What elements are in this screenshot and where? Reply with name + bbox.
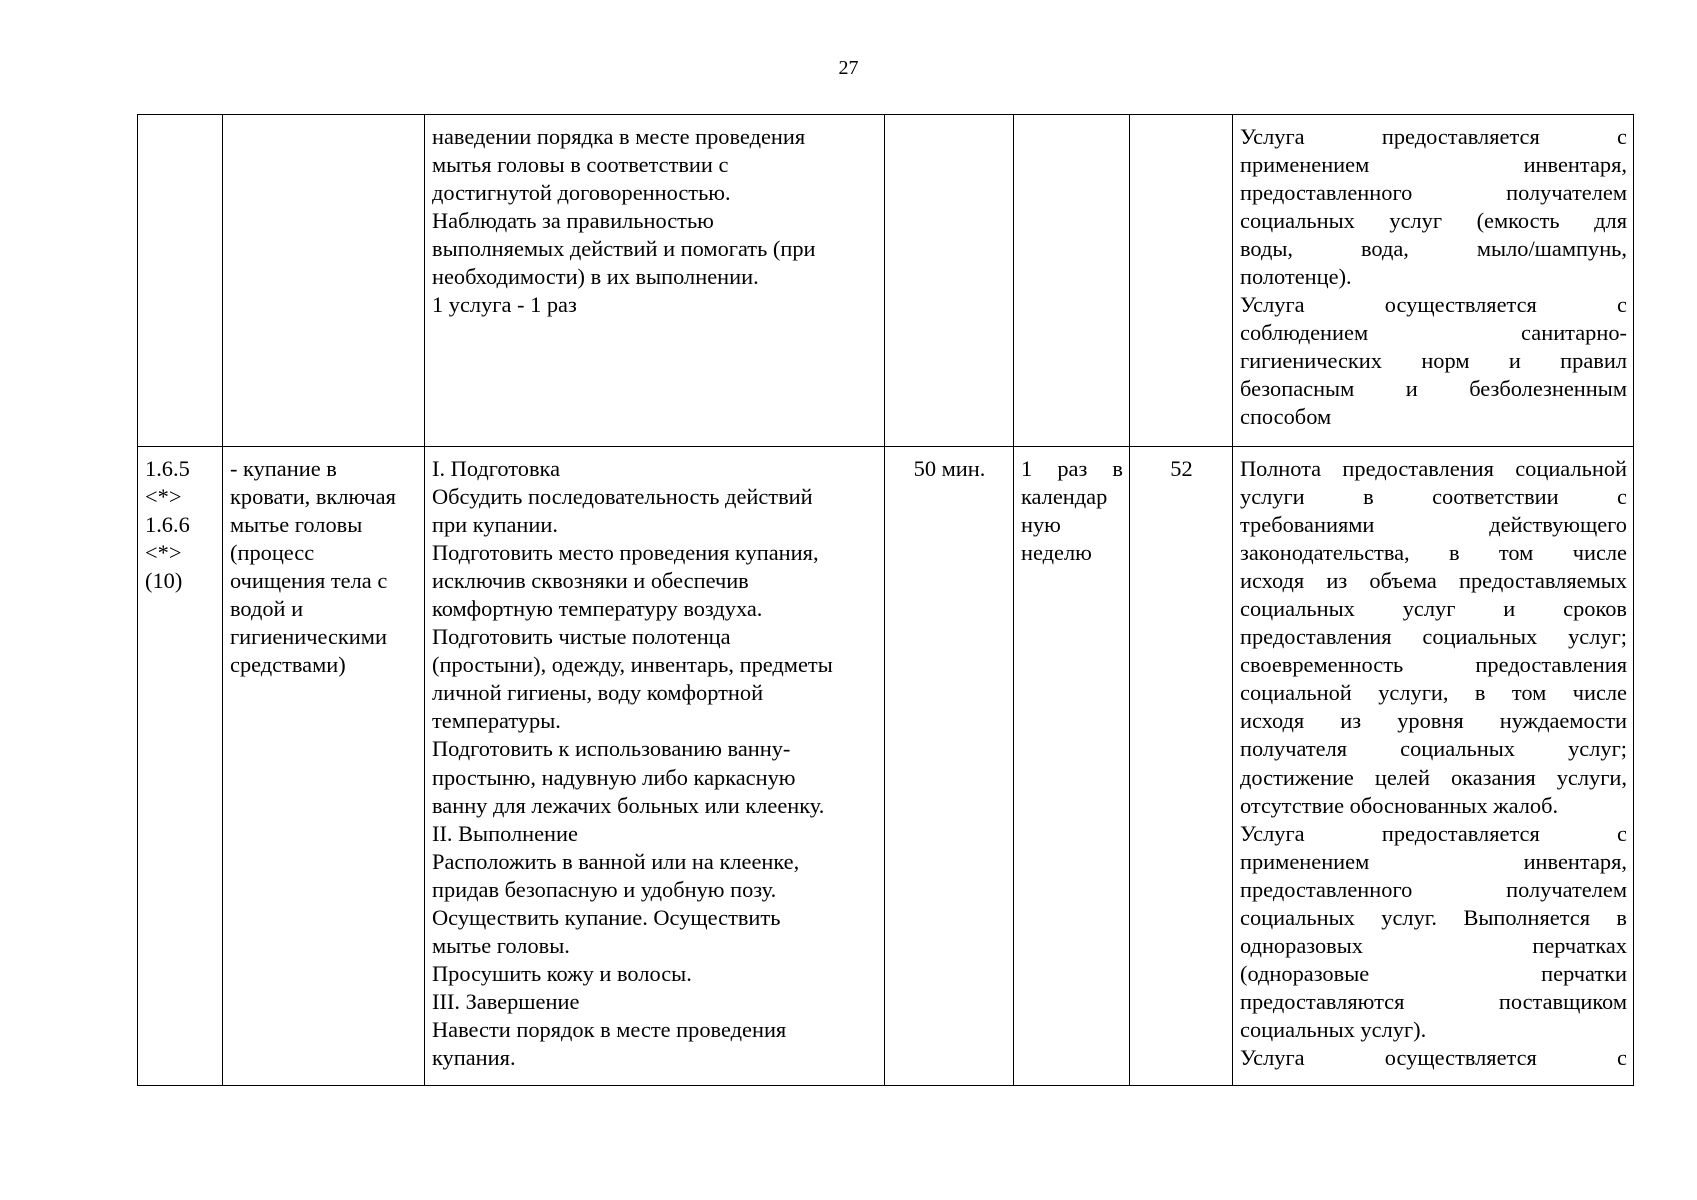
text-line: <*> <box>145 540 182 566</box>
text-line: II. Выполнение <box>432 820 578 846</box>
text-line: услуги в соответствии с <box>1240 484 1627 510</box>
text-line: достигнутой договоренностью. <box>432 180 731 206</box>
text-line: мытья головы в соответствии с <box>432 152 729 178</box>
text-line: при купании. <box>432 512 558 538</box>
text-line: законодательства, в том числе <box>1240 540 1627 566</box>
text-line: простыню, надувную либо каркасную <box>432 764 796 790</box>
text-line: Услуга предоставляется с <box>1240 124 1627 149</box>
text-line: неделю <box>1021 540 1092 566</box>
text-line: соблюдением санитарно- <box>1240 320 1627 346</box>
text-line: гигиеническими <box>230 624 387 650</box>
text-line: исходя из уровня нуждаемости <box>1240 708 1627 734</box>
table-row <box>138 115 1634 447</box>
text-line: купания. <box>432 1044 516 1070</box>
text-line: безопасным и безболезненным <box>1240 376 1627 402</box>
text-line: очищения тела с <box>230 568 388 594</box>
procedure-cell <box>425 447 885 1086</box>
text-line: требованиями действующего <box>1240 512 1627 538</box>
service-name-cell <box>223 447 425 1086</box>
text-line: III. Завершение <box>432 988 580 1014</box>
text-line: социальных услуг (емкость для <box>1240 208 1627 234</box>
text-line: получателя социальных услуг; <box>1240 736 1627 762</box>
text-line: (процесс <box>230 540 315 566</box>
frequency-cell <box>1014 115 1130 447</box>
text-line: средствами) <box>230 652 346 678</box>
text-line: мытье головы. <box>432 932 570 958</box>
text-line: температуры. <box>432 708 561 734</box>
text-line: гигиенических норм и правил <box>1240 348 1627 374</box>
text-line: Расположить в ванной или на клеенке, <box>432 848 800 874</box>
text-line: воды, вода, мыло/шампунь, <box>1240 236 1627 262</box>
text-line: Услуга осуществляется с <box>1240 292 1627 318</box>
page-number: 27 <box>838 57 859 79</box>
text-line: отсутствие обоснованных жалоб. <box>1240 792 1559 818</box>
text-line: водой и <box>230 596 304 622</box>
services-table <box>137 114 1634 1086</box>
duration-cell <box>885 115 1014 447</box>
table-row <box>138 447 1634 1086</box>
text-line: (10) <box>145 568 183 594</box>
text-line: 1.6.6 <box>145 512 190 538</box>
procedure-cell <box>425 115 885 447</box>
quality-cell <box>1233 447 1634 1086</box>
text-line: исключив сквозняки и обеспечив <box>432 568 749 594</box>
service-name-cell <box>223 115 425 447</box>
code-cell <box>138 447 223 1086</box>
number-cell: 52 <box>1130 447 1233 1086</box>
text-line: (одноразовые перчатки <box>1240 960 1627 986</box>
text-line: I. Подготовка <box>432 456 561 481</box>
text-line: Подготовить к использованию ванну- <box>432 736 791 762</box>
text-line: календар <box>1021 484 1108 510</box>
text-line: Наблюдать за правильностью <box>432 208 714 234</box>
text-line: предоставления социальных услуг; <box>1240 624 1627 650</box>
text-line: Подготовить место проведения купания, <box>432 540 819 566</box>
text-line: (простыни), одежду, инвентарь, предметы <box>432 652 833 678</box>
text-line: <*> <box>145 484 182 510</box>
text-line: одноразовых перчатках <box>1240 932 1627 958</box>
text-line: достижение целей оказания услуги, <box>1240 764 1627 790</box>
text-line: предоставленного получателем <box>1240 180 1627 206</box>
text-line: социальной услуги, в том числе <box>1240 680 1627 706</box>
text-line: Услуга предоставляется с <box>1240 820 1627 846</box>
text-line: 1 раз в <box>1021 456 1123 481</box>
text-line: мытье головы <box>230 512 363 538</box>
text-line: наведении порядка в месте проведения <box>432 124 806 149</box>
text-line: применением инвентаря, <box>1240 848 1627 874</box>
text-line: предоставляются поставщиком <box>1240 988 1627 1014</box>
text-line: комфортную температуру воздуха. <box>432 596 763 622</box>
text-line: Навести порядок в месте проведения <box>432 1016 787 1042</box>
quality-cell <box>1233 115 1634 447</box>
text-line: 1 услуга - 1 раз <box>432 292 577 318</box>
text-line: выполняемых действий и помогать (при <box>432 236 816 262</box>
text-line: социальных услуг и сроков <box>1240 596 1627 622</box>
duration-cell: 50 мин. <box>885 447 1014 1086</box>
text-line: - купание в <box>230 456 337 481</box>
text-line: Просушить кожу и волосы. <box>432 960 692 986</box>
text-line: Подготовить чистые полотенца <box>432 624 731 650</box>
text-line: необходимости) в их выполнении. <box>432 264 759 290</box>
text-line: полотенце). <box>1240 264 1352 290</box>
text-line: личной гигиены, воду комфортной <box>432 680 764 706</box>
code-cell <box>138 115 223 447</box>
text-line: исходя из объема предоставляемых <box>1240 568 1627 594</box>
text-line: Осуществить купание. Осуществить <box>432 904 781 930</box>
text-line: своевременность предоставления <box>1240 652 1627 678</box>
text-line: 1.6.5 <box>145 456 190 481</box>
text-line: предоставленного получателем <box>1240 876 1627 902</box>
text-line: придав безопасную и удобную позу. <box>432 876 777 902</box>
text-line: Обсудить последовательность действий <box>432 484 813 510</box>
text-line: социальных услуг. Выполняется в <box>1240 904 1627 930</box>
text-line: применением инвентаря, <box>1240 152 1627 178</box>
text-line: ную <box>1021 512 1061 538</box>
text-line: социальных услуг). <box>1240 1016 1427 1042</box>
text-line: Полнота предоставления социальной <box>1240 456 1627 481</box>
text-line: ванну для лежачих больных или клеенку. <box>432 792 825 818</box>
frequency-cell <box>1014 447 1130 1086</box>
text-line: кровати, включая <box>230 484 396 510</box>
text-line: способом <box>1240 404 1332 430</box>
text-line: Услуга осуществляется с <box>1240 1044 1627 1070</box>
number-cell <box>1130 115 1233 447</box>
